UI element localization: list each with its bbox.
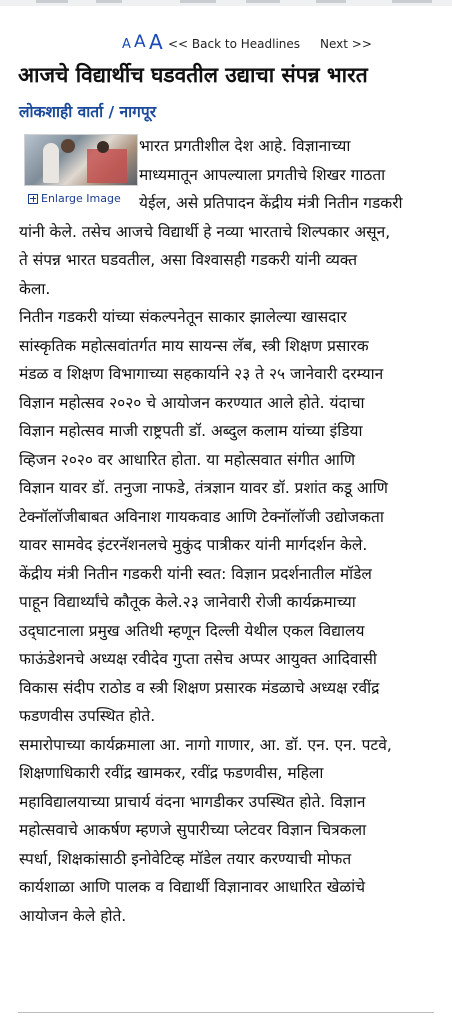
body-line: केला.	[19, 279, 51, 298]
body-line: कार्यशाळा आणि पालक व विद्यार्थी विज्ञानावर आधारित खेळांचे	[19, 878, 366, 896]
strip-segment	[96, 0, 122, 3]
next-article-link[interactable]: Next >>	[320, 37, 372, 51]
article-byline: लोकशाही वार्ता / नागपूर	[19, 103, 157, 121]
body-line: फाऊंडेशनचे अध्यक्ष रवीदेव गुप्ता तसेच अप्पर आयुक्त आदिवासी	[19, 650, 377, 668]
body-line: माध्यमातून आपल्याला प्रगतीचे शिखर गाठता	[139, 165, 386, 184]
body-line: पाहून विद्यार्थ्यांचे कौतूक केले.२३ जानेवारी रोजी कार्यक्रमाच्या	[19, 593, 356, 611]
body-line: स्पर्धा, शिक्षकांसाठी इनोवेटिव्ह मॉडेल तयार करण्याची मोफत	[19, 849, 352, 868]
body-line: मंडळ व शिक्षण विभागाच्या सहकार्याने २३ ते २५ जानेवारी दरम्यान	[19, 365, 384, 383]
body-line: यावर सामवेद इंटरनॅशनलचे मुकुंद पात्रीकर यांनी मार्गदर्शन केले.	[19, 536, 368, 554]
enlarge-image-label: Enlarge Image	[41, 192, 121, 205]
top-strip	[0, 0, 452, 6]
body-line: यांनी केले. तसेच आजचे विद्यार्थी हे नव्या भारताचे शिल्पकार असून,	[19, 222, 391, 241]
font-size-small-button[interactable]: A	[122, 37, 131, 52]
body-line: केंद्रीय मंत्री नितीन गडकरी यांनी स्वत: विज्ञान प्रदर्शनातील मॉडेल	[19, 564, 372, 583]
body-line: शिक्षणाधिकारी रवींद्र खामकर, रवींद्र फडणवीस, महिला	[19, 764, 324, 782]
body-line: समारोपाच्या कार्यक्रमाला आ. नागो गाणार, आ. डॉ. एन. एन. पटवे,	[19, 735, 392, 754]
body-line: महाविद्यालयाच्या प्राचार्य वंदना भागडीकर उपस्थित होते. विज्ञान	[19, 792, 366, 811]
body-line: व्हिजन २०२० वर आधारित होता. या महोत्सवात संगीत आणि	[19, 450, 356, 469]
body-line: विकास संदीप राठोड व स्त्री शिक्षण प्रसारक मंडळाचे अध्यक्ष रवींद्र	[19, 678, 380, 697]
font-size-large-button[interactable]: A	[149, 30, 163, 54]
body-line: फडणवीस उपस्थित होते.	[19, 707, 156, 725]
strip-segment	[316, 0, 346, 3]
strip-segment	[36, 0, 68, 3]
article-body	[19, 132, 437, 930]
body-line: महोत्सवाचे आकर्षण म्हणजे सुपारीच्या प्लेटवर विज्ञान चित्रकला	[19, 821, 367, 839]
body-line: येईल, असे प्रतिपादन केंद्रीय मंत्री नितीन गडकरी	[139, 194, 403, 212]
article-nav	[0, 32, 452, 56]
article-title: आजचे विद्यार्थीच घडवतील उद्याचा संपन्न भारत	[18, 63, 368, 87]
strip-segment	[246, 0, 280, 3]
body-line: नितीन गडकरी यांच्या संकल्पनेतून साकार झालेल्या खासदार	[19, 308, 347, 326]
body-line: ते संपन्न भारत घडवतील, असा विश्वासही गडकरी यांनी व्यक्त	[19, 251, 358, 269]
body-line: आयोजन केले होते.	[19, 906, 127, 925]
body-line: उद्‌घाटनाला प्रमुख अतिथी म्हणून दिल्ली येथील एकल विद्यालय	[19, 621, 365, 640]
font-size-medium-button[interactable]: A	[134, 32, 146, 52]
strip-segment	[180, 0, 216, 3]
bottom-divider	[18, 1012, 434, 1013]
body-line: भारत प्रगतीशील देश आहे. विज्ञानाच्या	[139, 137, 351, 155]
body-line: विज्ञान महोत्सव माजी राष्ट्रपती डॉ. अब्दुल कलाम यांच्या इंडिया	[19, 422, 363, 440]
body-line: विज्ञान यावर डॉ. तनुजा नाफडे, तंत्रज्ञान यावर डॉ. प्रशांत कडू आणि	[19, 479, 388, 497]
strip-segment	[392, 0, 432, 3]
body-line: सांस्कृतिक महोत्सवांतर्गत माय सायन्स लॅब, स्त्री शिक्षण प्रसारक	[19, 336, 369, 355]
back-to-headlines-link[interactable]: << Back to Headlines	[168, 37, 301, 51]
body-line: विज्ञान महोत्सव २०२० चे आयोजन करण्यात आले होते. यंदाचा	[19, 393, 365, 412]
body-line: टेक्नॉलॉजीबाबत अविनाश गायकवाड आणि टेक्नॉलॉजी उद्योजकता	[19, 507, 384, 526]
